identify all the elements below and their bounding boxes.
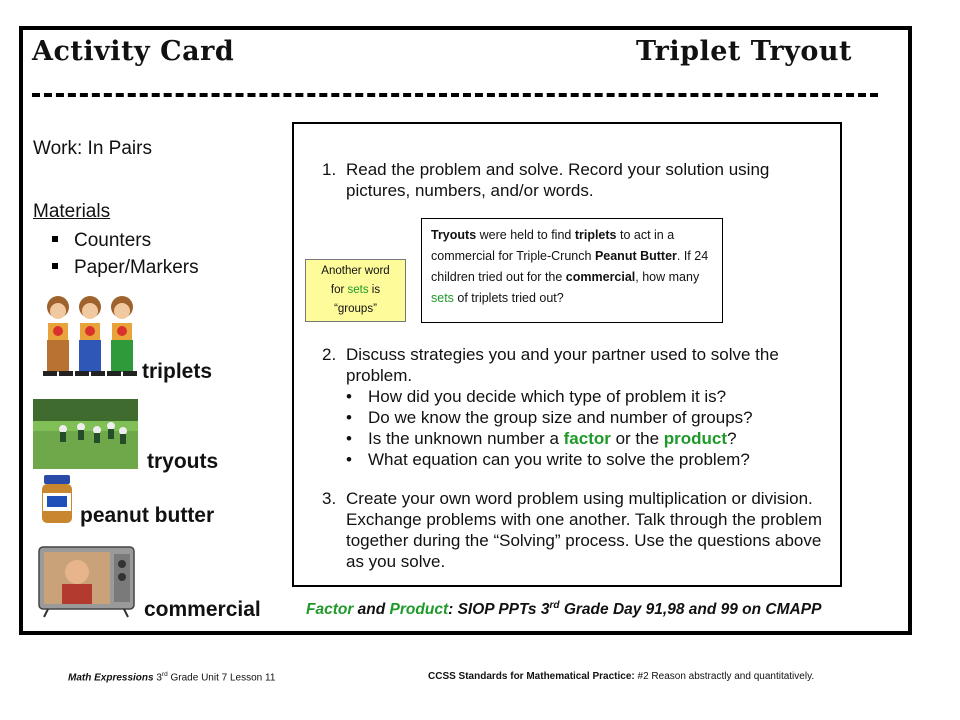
square-bullet-icon [52,236,58,242]
triplets-picture [40,293,140,379]
step-2: 2. Discuss strategies you and your partner used to solve the problem. • How did you decide which type of problem it is? • Do we know the group size and number of groups? • Is the unknown number a factor or the product? • What equation can you write to solve the problem? [322,344,832,470]
footer-standards: CCSS Standards for Mathematical Practice: #2 Reason abstractly and quantitatively. [428,671,815,682]
discussion-questions [322,386,832,470]
vocab-tryouts: tryouts [147,450,219,473]
vocab-commercial: commercial [144,598,261,621]
materials-item: Paper/Markers [52,254,199,281]
footer-lesson: Math Expressions 3rd Grade Unit 7 Lesson 11 [68,671,276,684]
step-3: 3. Create your own word problem using multiplication or division. Exchange problems with one another. Talk through the problem together during the “Solving” process. Use the questions above as you solve. [322,489,822,571]
square-bullet-icon [52,263,58,269]
list-item: • How did you decide which type of problem it is? [346,386,832,407]
step-1: 1. Read the problem and solve. Record your solution using pictures, numbers, and/or words. [322,160,770,200]
vocab-triplets: triplets [142,360,213,383]
resource-citation: Factor and Product: SIOP PPTs 3rd Grade Day 91,98 and 99 on CMAPP [306,600,822,619]
vocab-peanut-butter: peanut butter [80,504,215,527]
list-item: • Do we know the group size and number of groups? [346,407,832,428]
peanut-butter-jar-icon [40,475,74,525]
dashed-divider [32,93,878,97]
materials-heading: Materials [33,201,111,222]
work-mode: Work: In Pairs [33,138,152,159]
materials-item: Counters [52,227,199,254]
card-title: Activity Card [32,36,235,67]
materials-list [52,227,199,281]
tryouts-picture [33,399,138,469]
activity-title: Triplet Tryout [636,36,852,67]
list-item: • What equation can you write to solve the problem? [346,449,832,470]
television-icon [38,544,135,618]
vocab-note: Another word for sets is “groups” [305,259,406,322]
word-problem-box: Tryouts were held to find triplets to act in a commercial for Triple-Crunch Peanut Butter. If 24 children tried out for the commercial, how many sets of triplets tried out? [421,218,723,323]
list-item: • Is the unknown number a factor or the product? [346,428,832,449]
